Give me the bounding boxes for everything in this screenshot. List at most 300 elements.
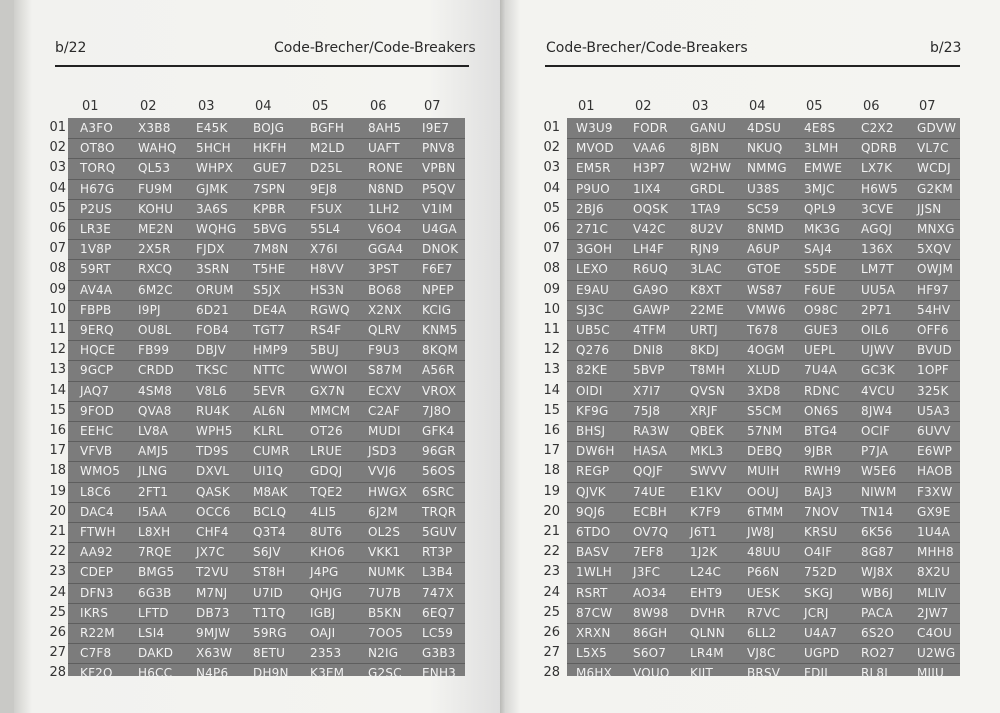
row-divider bbox=[567, 482, 960, 483]
left-table-cell: 1V8P bbox=[80, 242, 112, 256]
left-table-cell: 6M2C bbox=[138, 283, 173, 297]
right-row-header: 15 bbox=[543, 403, 560, 418]
right-table-cell: KRSU bbox=[804, 525, 838, 539]
right-table-cell: K8XT bbox=[690, 283, 722, 297]
right-table-cell: BRSV bbox=[747, 666, 781, 680]
right-row-header: 10 bbox=[543, 302, 560, 317]
left-table-cell: RONE bbox=[368, 161, 404, 175]
left-row-header: 24 bbox=[49, 585, 66, 600]
left-table-cell: M8AK bbox=[253, 485, 288, 499]
left-table-cell: 3A6S bbox=[196, 202, 228, 216]
right-table-cell: QDRB bbox=[861, 141, 898, 155]
row-divider bbox=[68, 522, 465, 523]
left-row-header: 14 bbox=[49, 383, 66, 398]
left-row-header: 11 bbox=[49, 322, 66, 337]
right-row-header: 08 bbox=[543, 261, 560, 276]
left-table-cell: KHO6 bbox=[310, 545, 345, 559]
right-table-cell: DEBQ bbox=[747, 444, 783, 458]
row-divider bbox=[567, 381, 960, 382]
left-row-header: 15 bbox=[49, 403, 66, 418]
right-table-cell: OV7Q bbox=[633, 525, 669, 539]
right-table-cell: MKL3 bbox=[690, 444, 724, 458]
right-table-cell: P7JA bbox=[861, 444, 889, 458]
right-table-cell: EHT9 bbox=[690, 586, 723, 600]
right-table-cell: HAOB bbox=[917, 464, 953, 478]
left-table-cell: U7ID bbox=[253, 586, 283, 600]
left-table-cell: H6CC bbox=[138, 666, 173, 680]
row-divider bbox=[68, 179, 465, 180]
left-table-cell: OCC6 bbox=[196, 505, 231, 519]
row-divider bbox=[68, 603, 465, 604]
left-row-header: 12 bbox=[49, 342, 66, 357]
left-table-cell: D25L bbox=[310, 161, 342, 175]
left-table-cell: M2LD bbox=[310, 141, 345, 155]
right-table-cell: GANU bbox=[690, 121, 727, 135]
right-table-cell: ECBH bbox=[633, 505, 668, 519]
left-table-cell: GGA4 bbox=[368, 242, 404, 256]
right-table-cell: DW6H bbox=[576, 444, 615, 458]
left-table-cell: 5HCH bbox=[196, 141, 231, 155]
right-table-cell: OFF6 bbox=[917, 323, 949, 337]
left-table-cell: S87M bbox=[368, 363, 403, 377]
left-column-header: 06 bbox=[370, 99, 387, 114]
right-table-cell: 3GOH bbox=[576, 242, 613, 256]
right-table-cell: MVOD bbox=[576, 141, 614, 155]
row-divider bbox=[68, 219, 465, 220]
left-table-cell: 7M8N bbox=[253, 242, 289, 256]
right-table-cell: RJN9 bbox=[690, 242, 720, 256]
right-table-cell: 3XD8 bbox=[747, 384, 781, 398]
row-divider bbox=[567, 441, 960, 442]
left-table-cell: F5UX bbox=[310, 202, 343, 216]
right-table-cell: X7I7 bbox=[633, 384, 661, 398]
left-table-cell: FB99 bbox=[138, 343, 170, 357]
right-row-header: 23 bbox=[543, 564, 560, 579]
left-table-cell: 7U7B bbox=[368, 586, 402, 600]
right-row-header: 28 bbox=[543, 665, 560, 680]
right-table-cell: 4E8S bbox=[804, 121, 836, 135]
right-table-cell: MHH8 bbox=[917, 545, 954, 559]
row-divider bbox=[68, 441, 465, 442]
left-table-cell: GJMK bbox=[196, 182, 228, 196]
left-table-cell: AV4A bbox=[80, 283, 113, 297]
right-table-cell: 136X bbox=[861, 242, 893, 256]
left-table-cell: VVJ6 bbox=[368, 464, 397, 478]
left-table-cell: MUDI bbox=[368, 424, 401, 438]
right-table-cell: V42C bbox=[633, 222, 666, 236]
left-table-cell: 8AH5 bbox=[368, 121, 402, 135]
left-table-cell: GDQJ bbox=[310, 464, 343, 478]
row-divider bbox=[68, 138, 465, 139]
left-table-cell: BOJG bbox=[253, 121, 285, 135]
left-table-cell: LR3E bbox=[80, 222, 112, 236]
left-table-cell: DFN3 bbox=[80, 586, 114, 600]
row-divider bbox=[567, 583, 960, 584]
left-table-cell: 56OS bbox=[422, 464, 456, 478]
row-divider bbox=[68, 340, 465, 341]
right-table-cell: OIL6 bbox=[861, 323, 890, 337]
right-table-cell: 6UVV bbox=[917, 424, 951, 438]
right-table-cell: VOUQ bbox=[633, 666, 670, 680]
right-table-cell: PACA bbox=[861, 606, 893, 620]
right-table-cell: 1WLH bbox=[576, 565, 613, 579]
left-table-cell: 6EQ7 bbox=[422, 606, 456, 620]
row-divider bbox=[567, 562, 960, 563]
right-table-cell: GDVW bbox=[917, 121, 957, 135]
right-table-cell: O4IF bbox=[804, 545, 833, 559]
row-divider bbox=[567, 259, 960, 260]
left-table-cell: TORQ bbox=[80, 161, 116, 175]
left-table-cell: JAQ7 bbox=[80, 384, 110, 398]
left-table-cell: WPH5 bbox=[196, 424, 233, 438]
right-table-cell: OOUJ bbox=[747, 485, 780, 499]
left-table-cell: BMG5 bbox=[138, 565, 175, 579]
left-table-cell: LSI4 bbox=[138, 626, 165, 640]
left-table-cell: 8KQM bbox=[422, 343, 459, 357]
right-table-cell: UJWV bbox=[861, 343, 895, 357]
left-column-header: 02 bbox=[140, 99, 157, 114]
left-table-cell: 59RT bbox=[80, 262, 111, 276]
right-table-cell: JCRJ bbox=[804, 606, 829, 620]
right-table-cell: 75J8 bbox=[633, 404, 661, 418]
row-divider bbox=[567, 239, 960, 240]
right-table-cell: O98C bbox=[804, 303, 838, 317]
row-divider bbox=[567, 421, 960, 422]
right-table-cell: VMW6 bbox=[747, 303, 786, 317]
left-table-cell: 4SM8 bbox=[138, 384, 173, 398]
left-table-cell: X3B8 bbox=[138, 121, 171, 135]
right-table-cell: W2HW bbox=[690, 161, 732, 175]
left-table-cell: DXVL bbox=[196, 464, 230, 478]
right-table-cell: BTG4 bbox=[804, 424, 838, 438]
row-divider bbox=[567, 179, 960, 180]
right-column-header: 07 bbox=[919, 99, 936, 114]
right-table-cell: BAJ3 bbox=[804, 485, 833, 499]
right-table-cell: UU5A bbox=[861, 283, 896, 297]
left-table-cell: N2IG bbox=[368, 646, 399, 660]
left-table-cell: KF2O bbox=[80, 666, 113, 680]
left-table-cell: 9FOD bbox=[80, 404, 115, 418]
right-table-cell: LEXO bbox=[576, 262, 608, 276]
left-table-cell: N8ND bbox=[368, 182, 404, 196]
row-divider bbox=[68, 199, 465, 200]
row-divider bbox=[68, 158, 465, 159]
right-table-cell: 7NOV bbox=[804, 505, 839, 519]
left-table-cell: H67G bbox=[80, 182, 115, 196]
left-table-cell: CUMR bbox=[253, 444, 290, 458]
left-row-header: 02 bbox=[49, 140, 66, 155]
right-table-cell: UEPL bbox=[804, 343, 836, 357]
right-table-cell: RL8J bbox=[861, 666, 888, 680]
row-divider bbox=[567, 320, 960, 321]
left-table-cell: LC59 bbox=[422, 626, 454, 640]
right-table-cell: GX9E bbox=[917, 505, 951, 519]
right-table-cell: 8JW4 bbox=[861, 404, 893, 418]
left-table-cell: 747X bbox=[422, 586, 454, 600]
right-table-cell: MK3G bbox=[804, 222, 840, 236]
right-table-cell: HF97 bbox=[917, 283, 949, 297]
right-table-cell: SC59 bbox=[747, 202, 780, 216]
row-divider bbox=[68, 643, 465, 644]
left-page-number: b/22 bbox=[55, 40, 87, 56]
left-table-cell: 2FT1 bbox=[138, 485, 169, 499]
right-table-cell: GRDL bbox=[690, 182, 725, 196]
right-table-cell: URTJ bbox=[690, 323, 718, 337]
right-table-cell: 8X2U bbox=[917, 565, 951, 579]
left-table-cell: VKK1 bbox=[368, 545, 401, 559]
right-table-cell: UESK bbox=[747, 586, 780, 600]
left-table-cell: QLRV bbox=[368, 323, 401, 337]
left-table-cell: ENH3 bbox=[422, 666, 457, 680]
left-table-cell: RT3P bbox=[422, 545, 453, 559]
right-table-cell: P9UO bbox=[576, 182, 610, 196]
row-divider bbox=[567, 138, 960, 139]
left-table-cell: X63W bbox=[196, 646, 233, 660]
row-divider bbox=[68, 502, 465, 503]
left-table-cell: CHF4 bbox=[196, 525, 229, 539]
left-table-cell: A3FO bbox=[80, 121, 113, 135]
row-divider bbox=[567, 643, 960, 644]
right-column-header: 04 bbox=[749, 99, 766, 114]
left-column-header: 04 bbox=[255, 99, 272, 114]
left-table-cell: 2X5R bbox=[138, 242, 171, 256]
right-table-cell: LM7T bbox=[861, 262, 894, 276]
left-table-cell: CDEP bbox=[80, 565, 114, 579]
left-table-cell: R22M bbox=[80, 626, 115, 640]
right-table-cell: RSRT bbox=[576, 586, 608, 600]
left-table-cell: LV8A bbox=[138, 424, 169, 438]
left-table-cell: N4P6 bbox=[196, 666, 229, 680]
left-table-cell: 9GCP bbox=[80, 363, 114, 377]
left-table-cell: J4PG bbox=[310, 565, 339, 579]
left-table-cell: 5EVR bbox=[253, 384, 286, 398]
right-column-header: 02 bbox=[635, 99, 652, 114]
left-table-cell: FOB4 bbox=[196, 323, 230, 337]
left-table-cell: KCIG bbox=[422, 303, 452, 317]
right-page-title: Code-Brecher/Code-Breakers bbox=[546, 40, 748, 56]
right-row-header: 02 bbox=[543, 140, 560, 155]
right-table-cell: NKUQ bbox=[747, 141, 783, 155]
left-table-cell: 59RG bbox=[253, 626, 287, 640]
left-table-cell: P2US bbox=[80, 202, 113, 216]
left-table-cell: ECXV bbox=[368, 384, 402, 398]
left-table-cell: AL6N bbox=[253, 404, 286, 418]
right-table-cell: LX7K bbox=[861, 161, 893, 175]
right-table-cell: SJ3C bbox=[576, 303, 604, 317]
left-table-cell: VPBN bbox=[422, 161, 456, 175]
right-row-header: 27 bbox=[543, 645, 560, 660]
left-table-cell: HMP9 bbox=[253, 343, 289, 357]
left-table-cell: I5AA bbox=[138, 505, 167, 519]
left-row-header: 19 bbox=[49, 484, 66, 499]
right-table-cell: 22ME bbox=[690, 303, 725, 317]
left-table-cell: NPEP bbox=[422, 283, 454, 297]
right-table-cell: 87CW bbox=[576, 606, 613, 620]
right-table-cell: A6UP bbox=[747, 242, 780, 256]
left-table-cell: H8VV bbox=[310, 262, 344, 276]
left-table-cell: WHPX bbox=[196, 161, 234, 175]
left-table-cell: OT26 bbox=[310, 424, 343, 438]
right-column-header: 06 bbox=[863, 99, 880, 114]
left-table-cell: WAHQ bbox=[138, 141, 177, 155]
right-table-cell: C4OU bbox=[917, 626, 953, 640]
right-table-cell: VL7C bbox=[917, 141, 949, 155]
left-table-cell: JX7C bbox=[196, 545, 225, 559]
left-table-cell: 9MJW bbox=[196, 626, 231, 640]
left-table-cell: RU4K bbox=[196, 404, 230, 418]
right-table-cell: EMWE bbox=[804, 161, 843, 175]
left-table-cell: UAFT bbox=[368, 141, 400, 155]
left-row-header: 03 bbox=[49, 160, 66, 175]
right-table-cell: 9QJ6 bbox=[576, 505, 606, 519]
left-table-cell: I9E7 bbox=[422, 121, 450, 135]
row-divider bbox=[68, 280, 465, 281]
right-table-cell: WJ8X bbox=[861, 565, 894, 579]
left-row-header: 22 bbox=[49, 544, 66, 559]
right-table-cell: 1U4A bbox=[917, 525, 951, 539]
right-table-cell: XLUD bbox=[747, 363, 781, 377]
left-table-cell: E45K bbox=[196, 121, 228, 135]
right-table-cell: 2BJ6 bbox=[576, 202, 604, 216]
right-table-cell: 54HV bbox=[917, 303, 951, 317]
left-table-cell: F6E7 bbox=[422, 262, 453, 276]
right-table-cell: M6HX bbox=[576, 666, 613, 680]
right-table-cell: LH4F bbox=[633, 242, 665, 256]
right-table-cell: E9AU bbox=[576, 283, 610, 297]
left-table-cell: IGBJ bbox=[310, 606, 336, 620]
left-table-cell: 5BUJ bbox=[310, 343, 339, 357]
right-table-cell: 4DSU bbox=[747, 121, 782, 135]
left-table-cell: 9EJ8 bbox=[310, 182, 338, 196]
left-table-cell: BCLQ bbox=[253, 505, 287, 519]
left-table-cell: EEHC bbox=[80, 424, 114, 438]
right-table-cell: 2JW7 bbox=[917, 606, 949, 620]
right-column-header: 05 bbox=[806, 99, 823, 114]
left-table-cell: G2SC bbox=[368, 666, 402, 680]
left-table-cell: TKSC bbox=[196, 363, 228, 377]
left-table-cell: DH9N bbox=[253, 666, 289, 680]
row-divider bbox=[68, 421, 465, 422]
left-table-cell: HQCE bbox=[80, 343, 116, 357]
row-divider bbox=[567, 340, 960, 341]
row-divider bbox=[567, 461, 960, 462]
left-table-cell: HWGX bbox=[368, 485, 408, 499]
left-row-header: 16 bbox=[49, 423, 66, 438]
row-divider bbox=[567, 219, 960, 220]
right-table-cell: SWVV bbox=[690, 464, 727, 478]
right-header-rule bbox=[545, 65, 960, 67]
left-table-cell: GFK4 bbox=[422, 424, 455, 438]
left-table-cell: DAKD bbox=[138, 646, 174, 660]
right-table-cell: OQSK bbox=[633, 202, 669, 216]
right-table-cell: U38S bbox=[747, 182, 780, 196]
left-column-header: 07 bbox=[424, 99, 441, 114]
left-table-cell: 5GUV bbox=[422, 525, 457, 539]
left-table-cell: V1IM bbox=[422, 202, 453, 216]
left-table-cell: KNM5 bbox=[422, 323, 458, 337]
left-column-header: 03 bbox=[198, 99, 215, 114]
left-table-cell: UI1Q bbox=[253, 464, 284, 478]
left-table-cell: DNOK bbox=[422, 242, 459, 256]
left-row-header: 26 bbox=[49, 625, 66, 640]
left-table-cell: 6J2M bbox=[368, 505, 398, 519]
left-table-cell: P5QV bbox=[422, 182, 456, 196]
left-table-cell: 7J8O bbox=[422, 404, 452, 418]
row-divider bbox=[567, 502, 960, 503]
right-table-cell: 8JBN bbox=[690, 141, 720, 155]
left-table-cell: RXCQ bbox=[138, 262, 173, 276]
right-table-cell: VJ8C bbox=[747, 646, 776, 660]
left-table-cell: G3B3 bbox=[422, 646, 456, 660]
row-divider bbox=[567, 360, 960, 361]
left-table-cell: Q3T4 bbox=[253, 525, 286, 539]
right-table-cell: 1J2K bbox=[690, 545, 718, 559]
right-table-cell: 1TA9 bbox=[690, 202, 721, 216]
row-divider bbox=[68, 360, 465, 361]
right-table-cell: RO27 bbox=[861, 646, 895, 660]
right-row-header: 19 bbox=[543, 484, 560, 499]
row-divider bbox=[68, 482, 465, 483]
right-table-cell: F3XW bbox=[917, 485, 953, 499]
right-table-cell: DNI8 bbox=[633, 343, 664, 357]
right-table-cell: 3LMH bbox=[804, 141, 839, 155]
row-divider bbox=[567, 199, 960, 200]
row-divider bbox=[68, 583, 465, 584]
right-page-number: b/23 bbox=[930, 40, 962, 56]
left-table-cell: T1TQ bbox=[253, 606, 286, 620]
left-table-cell: JSD3 bbox=[368, 444, 397, 458]
right-row-header: 06 bbox=[543, 221, 560, 236]
right-table-cell: UB5C bbox=[576, 323, 610, 337]
left-row-header: 27 bbox=[49, 645, 66, 660]
right-table-cell: 752D bbox=[804, 565, 837, 579]
row-divider bbox=[68, 239, 465, 240]
left-row-header: 17 bbox=[49, 443, 66, 458]
right-table-cell: 86GH bbox=[633, 626, 668, 640]
left-row-header: 08 bbox=[49, 261, 66, 276]
right-table-cell: R6UQ bbox=[633, 262, 669, 276]
left-page-title: Code-Brecher/Code-Breakers bbox=[274, 40, 476, 56]
right-table-cell: EM5R bbox=[576, 161, 611, 175]
right-table-cell: MLIV bbox=[917, 586, 947, 600]
left-row-header: 28 bbox=[49, 665, 66, 680]
right-table-cell: WS87 bbox=[747, 283, 783, 297]
left-row-header: 06 bbox=[49, 221, 66, 236]
right-table-cell: 3MJC bbox=[804, 182, 835, 196]
right-table-cell: OCIF bbox=[861, 424, 891, 438]
right-table-cell: GUE3 bbox=[804, 323, 839, 337]
right-table-cell: REGP bbox=[576, 464, 610, 478]
right-table-cell: AO34 bbox=[633, 586, 667, 600]
right-table-cell: C2X2 bbox=[861, 121, 894, 135]
left-table-cell: 2353 bbox=[310, 646, 342, 660]
left-table-cell: DB73 bbox=[196, 606, 230, 620]
left-table-cell: OL2S bbox=[368, 525, 401, 539]
left-row-header: 21 bbox=[49, 524, 66, 539]
right-table-cell: QBEK bbox=[690, 424, 724, 438]
left-table-cell: GUE7 bbox=[253, 161, 288, 175]
right-table-cell: 1OPF bbox=[917, 363, 950, 377]
row-divider bbox=[567, 300, 960, 301]
right-table-cell: BASV bbox=[576, 545, 610, 559]
left-table-cell: V6O4 bbox=[368, 222, 402, 236]
right-table-cell: 8NMD bbox=[747, 222, 785, 236]
left-table-cell: NTTC bbox=[253, 363, 285, 377]
right-table-cell: K7F9 bbox=[690, 505, 721, 519]
left-row-header: 23 bbox=[49, 564, 66, 579]
right-table-cell: JJSN bbox=[917, 202, 942, 216]
left-table-cell: DBJV bbox=[196, 343, 227, 357]
